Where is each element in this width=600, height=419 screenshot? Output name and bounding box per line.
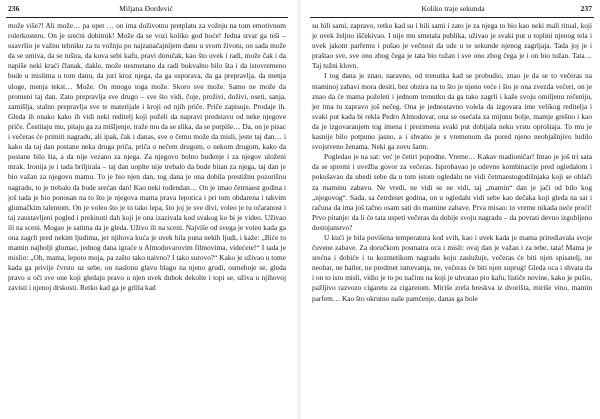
left-header [0, 3, 292, 17]
paragraph: može više?! Ali može… pa opet … on ima doživotnu pretplatu za vožnju na tom emotivnom rolerkosteru. On je srećni dobitnik! Može da se vozi koliko god hoće! Jedna stvar ga teši – usavršio je važnu tehniku za tu vožnju po najzanačajnijem danu u svom životu, on sada može da se umiva, da se tušira, da kuva sebi kafu, pravi doručak, kao što uvek i radi, može čak i da napiše neki kraći članak, dakle, može nesmetano da radi bukvalno bilo šta i da istovremeno bude u mislima u tom danu, da juri kroz njega, da ga usporava, da ga prepravlja, da menja uloge, menja tekst… Može. On mnogo toga može. Skoro sve može. Samo ne može da promeni taj dan. Zato prepravlja sve drugo – sve što vidi, čuje, proživi, doživi, oseti, sanja, zamišlja, stalno prepravlja sve te materijale i kroji od njih priče. Priče zapisuje. Prodaje ih. Gleda ih onako kako ih vidi neki reditelj koji poželi da napravi predstavu od neke njegove priče. Čestitaju mu, pitaju ga za mišljenje, traže mu da se slika, da se potpiše… Da, on je pisac i večeras će primiti nagradu, ali ipak, čak i danas, sve o čemu može da misli, jeste taj dan… i kako da taj dan postane neka druga priča, priča o nečem drugom, o nekom drugom, kako da postane bilo šta, a da nije vezano za njega. Za njegovo bolno buđenje i za njegov uloženi mrak. Ironija je i tada briljirala – taj dan uoplte nije trebalo da bude bitan za njega, taj dan je bio važan za njegovu mamu. To je bio njen dan, tog dana je ona dobila prestižnu pozorišnu nagradu, to je trebalo da bude srećan dan! Kao neki rođendan… On je imao četrnaest godina i još tada je bio ponosan na to što je njegova mama prava lepotica i pri tom obdarena i takvim glumačkim talentom. On je voleo što je to tako lepa, što joj je sve divi, voleo je tu očaranost i taj zaustavljeni pogled i prekinuti dah koji je ona izazivala kod svakog ko bi je video. Uživao ili na sceni. Mogao je satima da je gleda. Uživo ili na sceni. Najviše od svega je voleo kada ga ona zagrli pred nekim ljudima, jer njihova kuća je uvek bila puna nekih ljudi, i kaže: „Biće to mamin najbolji glumac, jednog dana igraće u Almodovarovim filmovima, videćete!“ I tada je mislio: „Oh, mama, lepoto moja, pa zašto tako naivno? I tako surovo?“ Kako je uživao u tome kada ga privije čvrsto uz sebe, on naslonu glavu blago na njeno grudi, osmehuje se, gleda pravo u oči sve one koji gledaju pravo u njen uvek dubok dekolte i topi se, uživa u njihovoj zavisti i njenoj drskosti. Retko kad ga je grlila kad [8, 21, 286, 293]
right-page [306, 0, 600, 419]
paragraph: Pogledao je na sat: već je četiri popodne. Vreme… Kakav madioničar! Imao je još tri sata da se spremi i uvežba govor za večeras. Isprobavao je odevne kombinacije pred ogledalom i pokušavao da ubedi sebe da u tom istom ogledalu ne vidi četrnaestogodišnjaka koji se oblači za maminu zabavu. Ne vredi, ne vidi se ne vidi, taj „mamin“ dan je jači od bilo kog „njegovog“. Sada, sa četrdeset godina, on u ogledalu vidi sebe kao dečaka koji gleda na sat i računa da ima još tačno osam sati do mamine zabave. Prva misao: to vreme nikada neće proći! Prvo pitanje: da li će tata uspeti večeras da dobije svoju nagradu – da povrati devno izgubljeno dostojanstvo? [312, 152, 592, 232]
left-header-rule [6, 17, 288, 18]
paragraph: su bili sami, zapravo, retko kad su i bili sami i zato je za njega to bio kao neki mali ritual, koji je uvek željno iščekivao. I nije mu smetala publika, uživao je svaki put u toplini njenog tela i uvek jakom parfemu i pušao je večnost da ude u te sekunde njenog zagrljaja. Tada joj je i praštao sve, sve ono zbog čega je tata bio tužan i sve ono zbog čega je i on bio tužan. Tata… Taj tužni klovn. [312, 21, 592, 71]
left-page-number: 236 [8, 4, 20, 13]
right-header-rule [310, 17, 594, 18]
paragraph: U kući je bila povišena temperatura kod svih, kao i uvek kada je mama prirediavala svoje čuvene zabave. Za doručkom posmatra oca i misli: ovaj dan je važan i za tebe, tata! Mama je srećna i dobiće i tu kozmetikom nagradu koju zaslužuje, večeras će biti njen spisatelj, ne neobar, ne batler, ne predmet ismevanja, ne, večeras će biti njen suprug! Gleda oca i shvata da i on to isto misli, vidio je to po načinu na koji je uhvatao pio kafu, lističe novine, kako je pušio, pažljivo razvozo cigaretu za cigaretom. Miriše zrela breskva iz dvorišta, miriše vino, mamin parfem… Kao što okrutno naše pamćenje, danas ga bole [312, 232, 592, 303]
left-page-text [8, 21, 286, 294]
right-page-text [312, 21, 592, 304]
paragraph: I tog dana je znao, naravno, od trenutka kad se probudio, znao je da se to večeras na maminoj zabavi mora desiti, bez obzira na to što je njeno veće i što je ona zvezda večeri, on je znao da će mama poželeti i jednom trenutku da ga tako zagrli i kaže svoju omiljenu rečeniju, jer ima tu zapravo još nečeg. Ona je jednostavno volela da izgovara ime velikog reditelja i svaki put kada bi rekla Pedro Almodovar, ona se osećala za mijunu bolje, mamje grešno i kao da je izgovaranjem tog imena i prezimena svaki put dobijala neku vrstu oproštaja. To mu je kasnije bilo potpuno jasno, a i shvatio je s vremenom da pored njeno neobjašnjivo ludilo svojstveno ženama. Neki ga zovu šarm. [312, 71, 592, 152]
left-running-head: Miljana Đorđević [119, 4, 173, 13]
right-page-number: 237 [580, 4, 592, 13]
book-gutter [296, 0, 302, 419]
right-running-head: Koliko traje sekunda [421, 4, 485, 13]
right-header [306, 3, 600, 17]
left-page [0, 0, 292, 419]
